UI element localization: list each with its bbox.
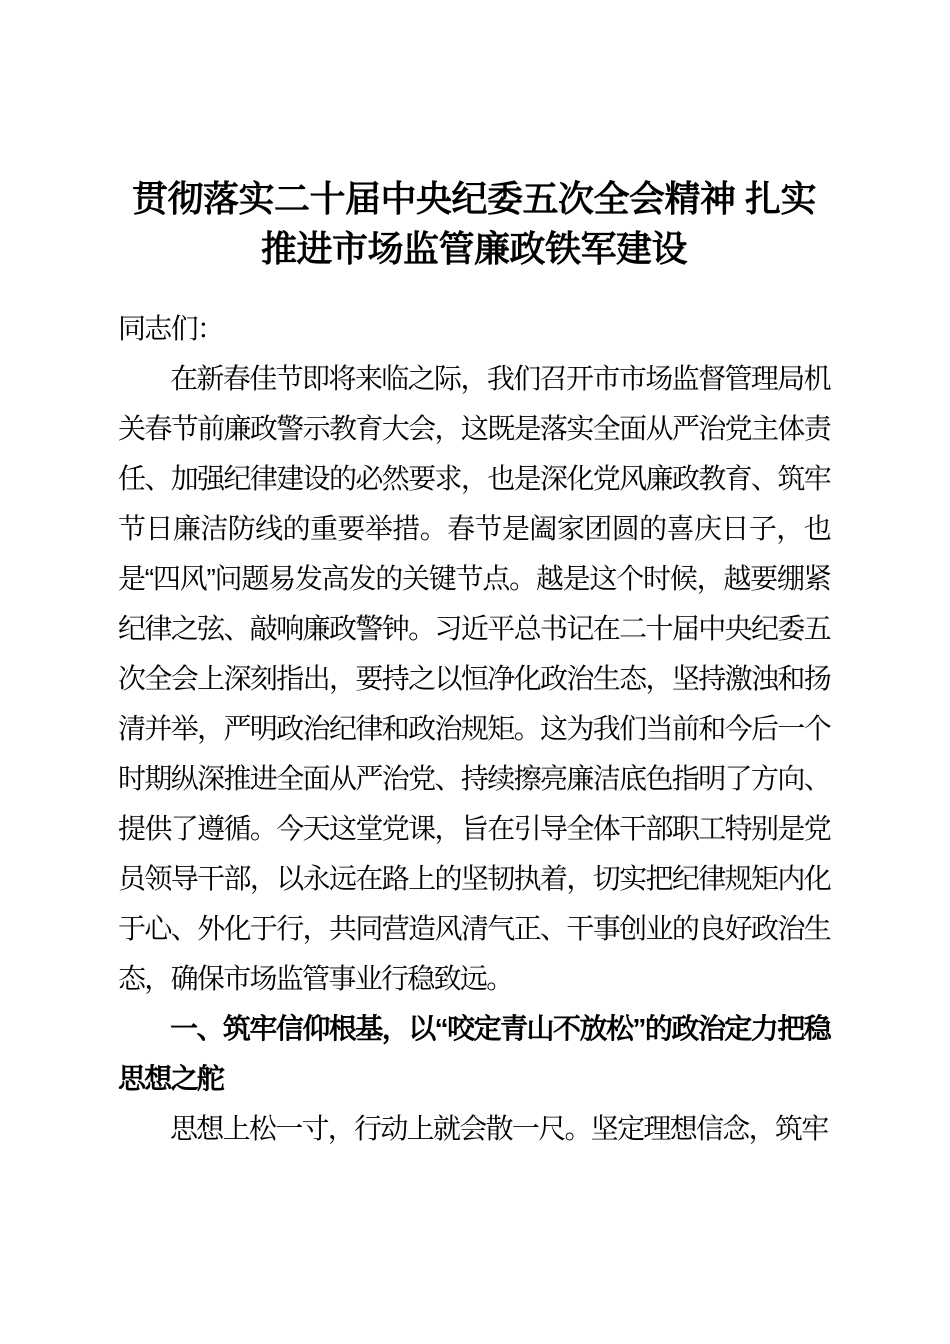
salutation-line: 同志们： xyxy=(118,313,224,344)
document-title: 贯彻落实二十届中央纪委五次全会精神 扎实推进市场监管廉政铁军建设 xyxy=(131,178,816,269)
opening-paragraph: 在新春佳节即将来临之际，我们召开市市场监督管理局机关春节前廉政警示教育大会，这既是落实全面从严治党主体责任、加强纪律建设的必然要求，也是深化党风廉政教育、筑牢节日廉洁防线的重要举措。春节是阖家团圆的喜庆日子，也是“四风”问题易发高发的关键节点。越是这个时候，越要绷紧纪律之弦、敲响廉政警钟。习近平总书记在二十届中央纪委五次全会上深刻指出，要持之以恒净化政治生态，坚持激浊和扬清并举，严明政治纪律和政治规矩。这为我们当前和今后一个时期纵深推进全面从严治党、持续擦亮廉洁底色指明了方向、提供了遵循。今天这堂党课，旨在引导全体干部职工特别是党员领导干部，以永远在路上的坚韧执着，切实把纪律规矩内化于心、外化于行，共同营造风清气正、干事创业的良好政治生态，确保市场监管事业行稳致远。 xyxy=(118,363,830,994)
section-1-heading: 一、筑牢信仰根基，以“咬定青山不放松”的政治定力把稳思想之舵 xyxy=(118,1013,830,1094)
section-1-first-paragraph: 思想上松一寸，行动上就会散一尺。坚定理想信念，筑牢 xyxy=(170,1113,828,1144)
